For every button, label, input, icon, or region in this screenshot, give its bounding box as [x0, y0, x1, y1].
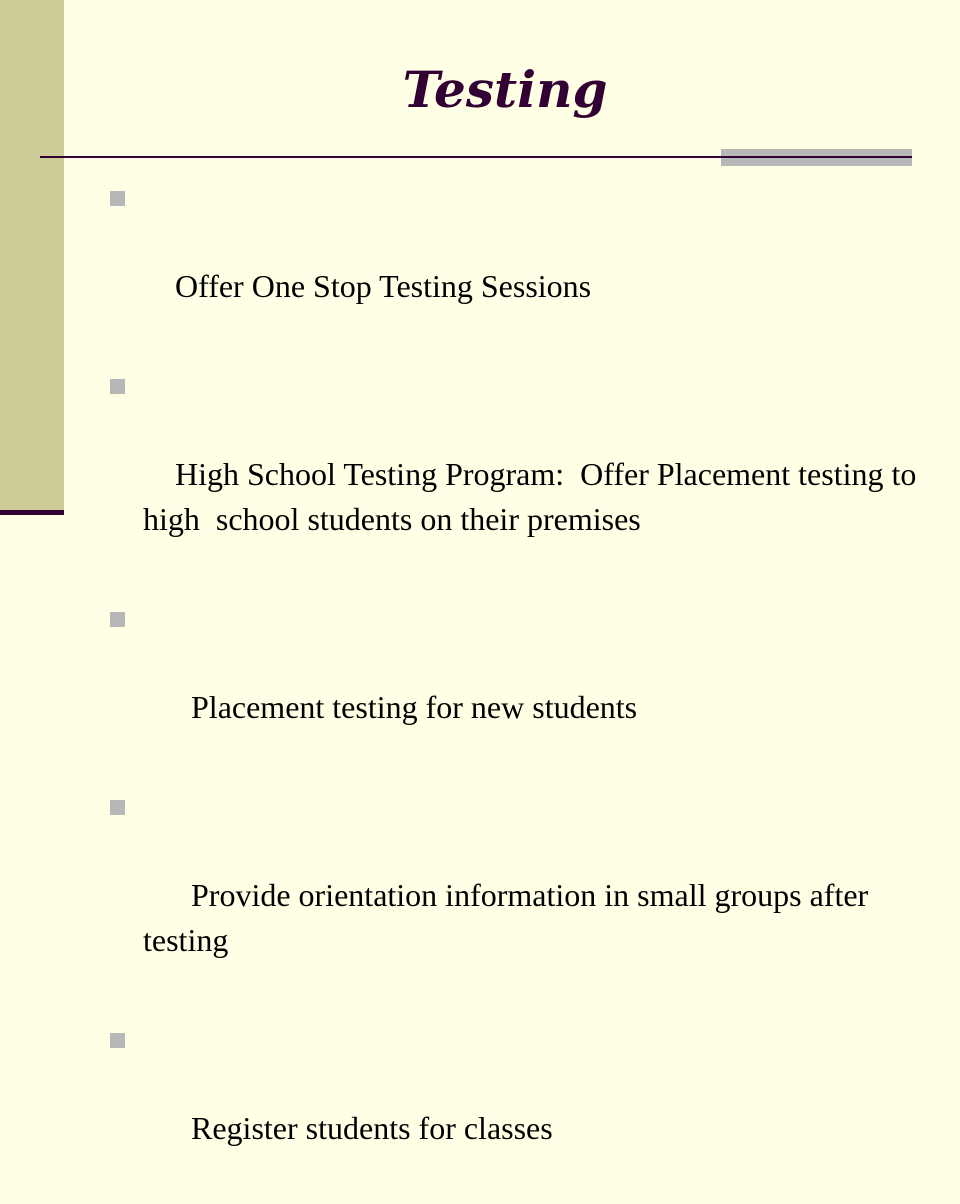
square-bullet-icon: [110, 379, 125, 394]
title-divider-block: [721, 149, 912, 166]
list-item: [108, 595, 928, 775]
bullet-list: [108, 174, 933, 1204]
square-bullet-icon: [110, 800, 125, 815]
slide-title: Testing: [402, 60, 608, 119]
list-item: [108, 174, 928, 354]
bullet-text: Provide orientation information in small groups after testing: [143, 877, 877, 958]
square-bullet-icon: [110, 612, 125, 627]
square-bullet-icon: [110, 1033, 125, 1048]
square-bullet-icon: [110, 191, 125, 206]
bullet-text: Register students for classes: [175, 1110, 553, 1146]
list-item: [108, 1016, 928, 1196]
bullet-text: High School Testing Program: Offer Placement testing to high school students on their premises: [143, 456, 933, 537]
list-item: [108, 362, 933, 587]
left-accent-underline: [0, 510, 64, 515]
bullet-text: Placement testing for new students: [175, 689, 638, 725]
list-item: [108, 783, 928, 1008]
bullet-text: Offer One Stop Testing Sessions: [175, 268, 592, 304]
